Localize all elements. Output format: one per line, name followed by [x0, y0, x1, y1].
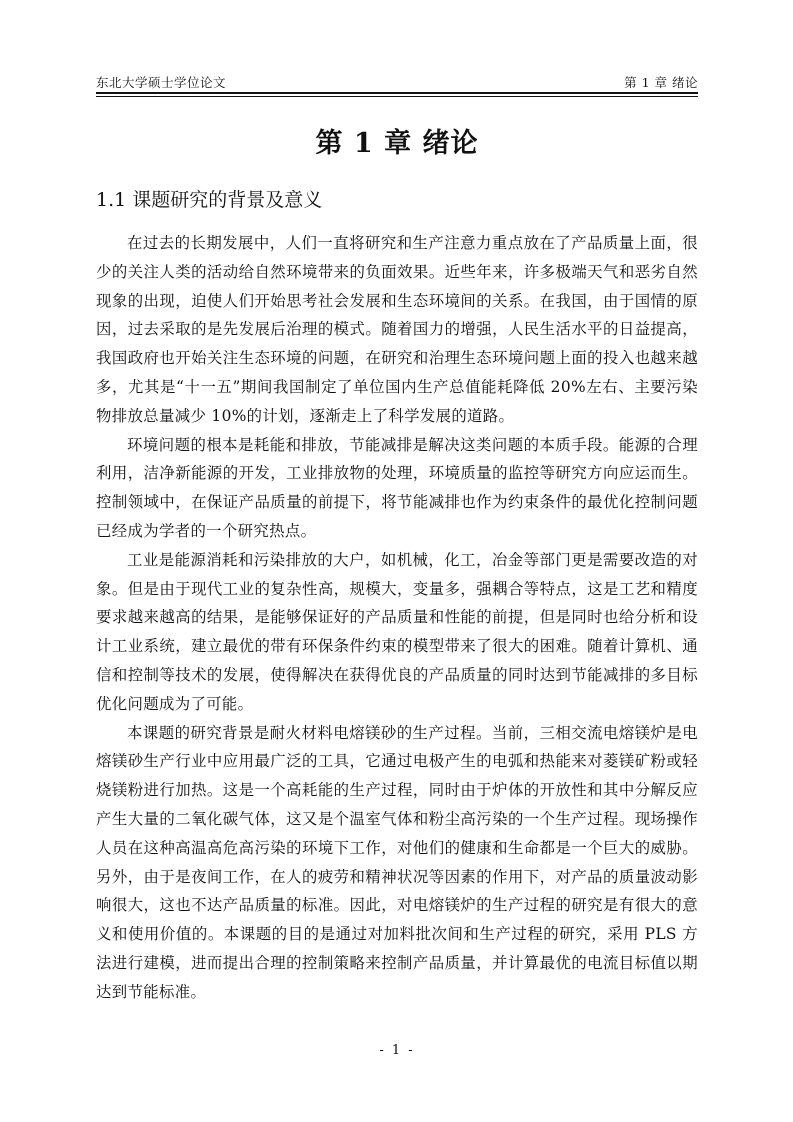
paragraph: 环境问题的根本是耗能和排放，节能减排是解决这类问题的本质手段。能源的合理利用，洁净新能源的开发，工业排放物的处理，环境质量的监控等研究方向应运而生。控制领域中，在保证产品质量的前提下，将节能减排也作为约束条件的最优化控制问题已经成为学者的一个研究热点。	[96, 435, 698, 540]
page-number: - 1 -	[379, 1043, 415, 1058]
paragraph: 本课题的研究背景是耐火材料电熔镁砂的生产过程。当前，三相交流电熔镁炉是电熔镁砂生产行业中应用最广泛的工具，它通过电极产生的电弧和热能来对菱镁矿粉或轻烧镁粉进行加热。这是一个高耗能的生产过程，同时由于炉体的开放性和其中分解反应产生大量的二氧化碳气体，这又是个温室气体和粉尘高污染的一个生产过程。现场操作人员在这种高温高危高污染的环境下工作，对他们的健康和生命都是一个巨大的威胁。另外，由于是夜间工作，在人的疲劳和精神状况等因素的作用下，对产品的质量波动影响很大，这也不达产品质量的标准。因此，对电熔镁炉的生产过程的研究是有很大的意义和使用价值的。本课题的目的是通过对加料批次间和生产过程的研究，采用 PLS 方法进行建模，进而提出合理的控制策略来控制产品质量，并计算最优的电流目标值以期达到节能标准。	[96, 723, 698, 1001]
body-text	[96, 229, 698, 1007]
paragraph: 工业是能源消耗和污染排放的大户，如机械，化工，冶金等部门更是需要改造的对象。但是由于现代工业的复杂性高，规模大，变量多，强耦合等特点，这是工艺和精度要求越来越高的结果，是能够保证好的产品质量和性能的前提，但是同时也给分析和设计工业系统，建立最优的带有环保条件约束的模型带来了很大的困难。随着计算机、通信和控制等技术的发展，使得解决在获得优良的产品质量的同时达到节能减排的多目标优化问题成为了可能。	[96, 550, 698, 713]
header-chapter-label: 第 1 章 绪论	[624, 75, 698, 90]
header-thesis-title: 东北大学硕士学位论文	[96, 75, 227, 90]
header-divider-thick	[96, 92, 698, 94]
paragraph: 在过去的长期发展中，人们一直将研究和生产注意力重点放在了产品质量上面，很少的关注人类的活动给自然环境带来的负面效果。近些年来，许多极端天气和恶劣自然现象的出现，迫使人们开始思考社会发展和生态环境间的关系。在我国，由于国情的原因，过去采取的是先发展后治理的模式。随着国力的增强，人民生活水平的日益提高，我国政府也开始关注生态环境的问题，在研究和治理生态环境问题上面的投入也越来越多，尤其是“十一五”期间我国制定了单位国内生产总值能耗降低 20%左右、主要污染物排放总量减少 10%的计划，逐渐走上了科学发展的道路。	[96, 234, 698, 425]
header-divider-thin	[96, 96, 698, 97]
section-heading: 1.1 课题研究的背景及意义	[96, 189, 323, 211]
page-header	[96, 71, 698, 91]
chapter-title: 第 1 章 绪论	[315, 128, 479, 159]
